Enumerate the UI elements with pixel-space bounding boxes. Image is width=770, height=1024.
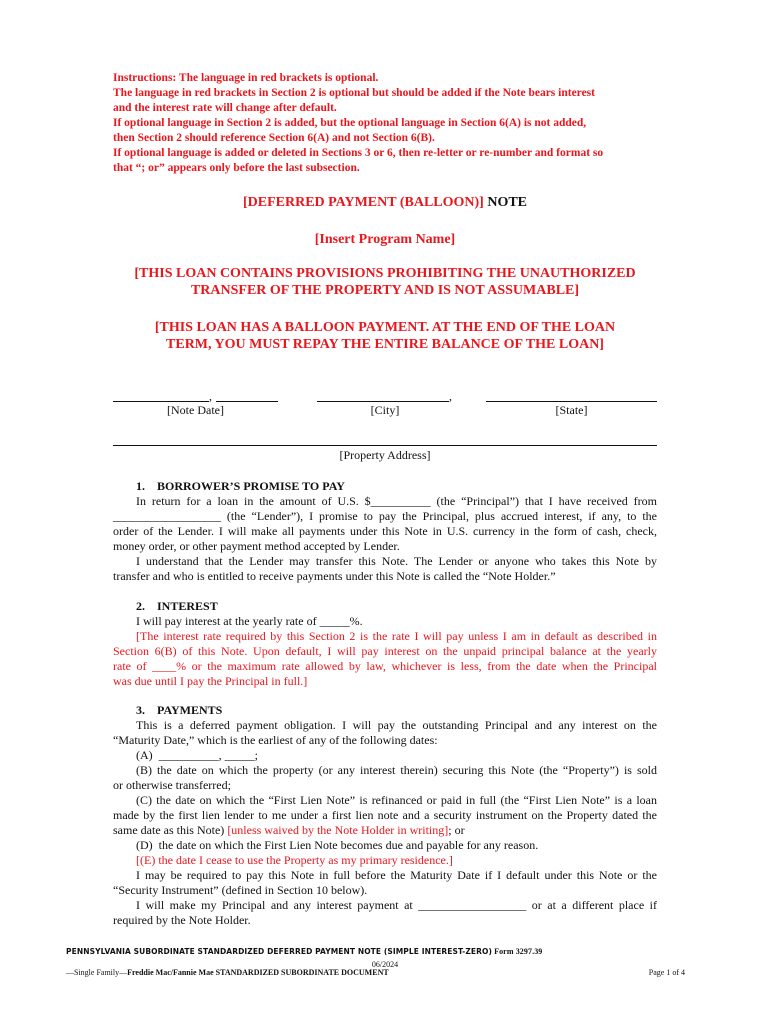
form-number: Form 3297.39 <box>492 947 543 956</box>
text-line: (C) the date on which the “First Lien Note” is refinanced or paid in full (the “First Lien Note” is a loan <box>136 793 657 807</box>
single-family-label: —Single Family— <box>66 968 128 977</box>
text-line: order of the Lender. I will make all payments under this Note in U.S. currency in the form of cash, check, <box>113 524 657 538</box>
city-label: [City] <box>370 403 400 417</box>
footer-document-type <box>66 968 389 977</box>
transfer-warning <box>0 265 770 299</box>
note-date-comma: , <box>209 389 212 403</box>
text-line: I will pay interest at the yearly rate of _____%. <box>136 614 363 628</box>
text-line: This is a deferred payment obligation. I will pay the outstanding Principal and any interest on the <box>136 718 657 732</box>
text-line: made by the first lien lender to me under a first lien note and a security instrument on the Property dated the <box>113 808 657 822</box>
text-line: rate of ____% or the maximum rate allowed by law, whichever is less, from the date when the Principal <box>113 659 657 673</box>
text-line: __________________ (the “Lender”), I promise to pay the Principal, plus accrued interest, if any, to the <box>113 509 657 523</box>
section-1-body <box>113 494 657 584</box>
text-line: (B) the date on which the property (or any interest therein) securing this Note (the “Property”) is sold <box>136 763 657 777</box>
text-line: money order, or other payment method accepted by Lender. <box>113 539 400 553</box>
state-label: [State] <box>555 403 588 417</box>
property-address-label: [Property Address] <box>339 448 431 462</box>
text-line: “Security Instrument” (defined in Section 10 below). <box>113 883 368 897</box>
optional-text-fragment: [unless waived by the Note Holder in writing] <box>227 823 449 837</box>
text-line: [The interest rate required by this Section 2 is the rate I will pay unless I am in default as described in <box>136 629 657 643</box>
instruction-line: and the interest rate will change after default. <box>113 102 337 114</box>
warning-line: [THIS LOAN HAS A BALLOON PAYMENT. AT THE END OF THE LOAN <box>154 320 616 335</box>
instruction-line: Instructions: The language in red brackets is optional. <box>113 72 379 84</box>
section-3-heading: 3. PAYMENTS <box>136 703 223 717</box>
text-line: I understand that the Lender may transfer this Note. The Lender or anyone who takes this Note by <box>136 554 657 568</box>
document-title <box>0 195 770 211</box>
text-line: “Maturity Date,” which is the earliest of any of the following dates: <box>113 733 438 747</box>
text-line: (D) the date on which the First Lien Note becomes due and payable for any reason. <box>136 838 539 852</box>
text-line: transfer and who is entitled to receive payments under this Note is called the “Note Holder.” <box>113 569 556 583</box>
text-line: was due until I pay the Principal in full.] <box>113 674 308 688</box>
instruction-line: that “; or” appears only before the last subsection. <box>113 162 360 174</box>
state-blank[interactable] <box>486 401 657 402</box>
page-number: Page 1 of 4 <box>648 968 685 977</box>
text-line: or otherwise transferred; <box>113 778 231 792</box>
text-fragment: same date as this Note) <box>113 823 228 837</box>
standardized-document-label: Freddie Mac/Fannie Mae STANDARDIZED SUBORDINATE DOCUMENT <box>127 968 389 977</box>
section-2-body <box>113 614 657 689</box>
title-note-part: NOTE <box>483 195 528 210</box>
note-date-blank-1[interactable] <box>113 401 209 402</box>
title-optional-part: [DEFERRED PAYMENT (BALLOON)] <box>242 195 484 210</box>
city-comma: , <box>449 389 452 403</box>
text-line: [(E) the date I cease to use the Property as my primary residence.] <box>136 853 453 867</box>
property-address-blank[interactable] <box>113 445 657 446</box>
program-name: [Insert Program Name] <box>314 232 456 247</box>
form-title: PENNSYLVANIA SUBORDINATE STANDARDIZED DEFERRED PAYMENT NOTE (SIMPLE INTEREST-ZERO) <box>66 947 492 956</box>
warning-line: TRANSFER OF THE PROPERTY AND IS NOT ASSUMABLE] <box>190 283 580 298</box>
section-1-heading: 1. BORROWER’S PROMISE TO PAY <box>136 479 345 493</box>
section-3-body <box>113 718 657 928</box>
text-line: Section 6(B) of this Note. Upon default, I will pay interest on the unpaid principal balance at the yearly <box>113 644 657 658</box>
text-line: (A) __________, _____; <box>136 748 258 762</box>
warning-line: TERM, YOU MUST REPAY THE ENTIRE BALANCE OF THE LOAN] <box>166 337 604 352</box>
text-line: required by the Note Holder. <box>113 913 251 927</box>
text-line: I may be required to pay this Note in full before the Maturity Date if I default under this Note or the <box>136 868 657 882</box>
text-line: I will make my Principal and any interest payment at __________________ or at a different place if <box>136 898 657 912</box>
warning-line: [THIS LOAN CONTAINS PROVISIONS PROHIBITING THE UNAUTHORIZED <box>134 266 636 281</box>
note-date-blank-2[interactable] <box>216 401 278 402</box>
balloon-warning <box>0 319 770 353</box>
footer-date: 06/2024 <box>371 960 399 969</box>
text-line-mixed <box>113 823 657 838</box>
instruction-line: The language in red brackets in Section 2 is optional but should be added if the Note bears interest <box>113 87 595 99</box>
instruction-line: If optional language in Section 2 is added, but the optional language in Section 6(A) is not added, <box>113 117 587 129</box>
text-fragment: ; or <box>448 823 465 837</box>
city-blank[interactable] <box>317 401 449 402</box>
section-2-heading: 2. INTEREST <box>136 599 218 613</box>
text-line: In return for a loan in the amount of U.S. $__________ (the “Principal”) that I have received from <box>136 494 657 508</box>
footer-form-title <box>66 947 542 956</box>
note-date-label: [Note Date] <box>167 403 224 417</box>
instruction-line: then Section 2 should reference Section 6(A) and not Section 6(B). <box>113 132 435 144</box>
instructions-block <box>113 71 673 176</box>
instruction-line: If optional language is added or deleted in Sections 3 or 6, then re-letter or re-number and format so <box>113 147 604 159</box>
